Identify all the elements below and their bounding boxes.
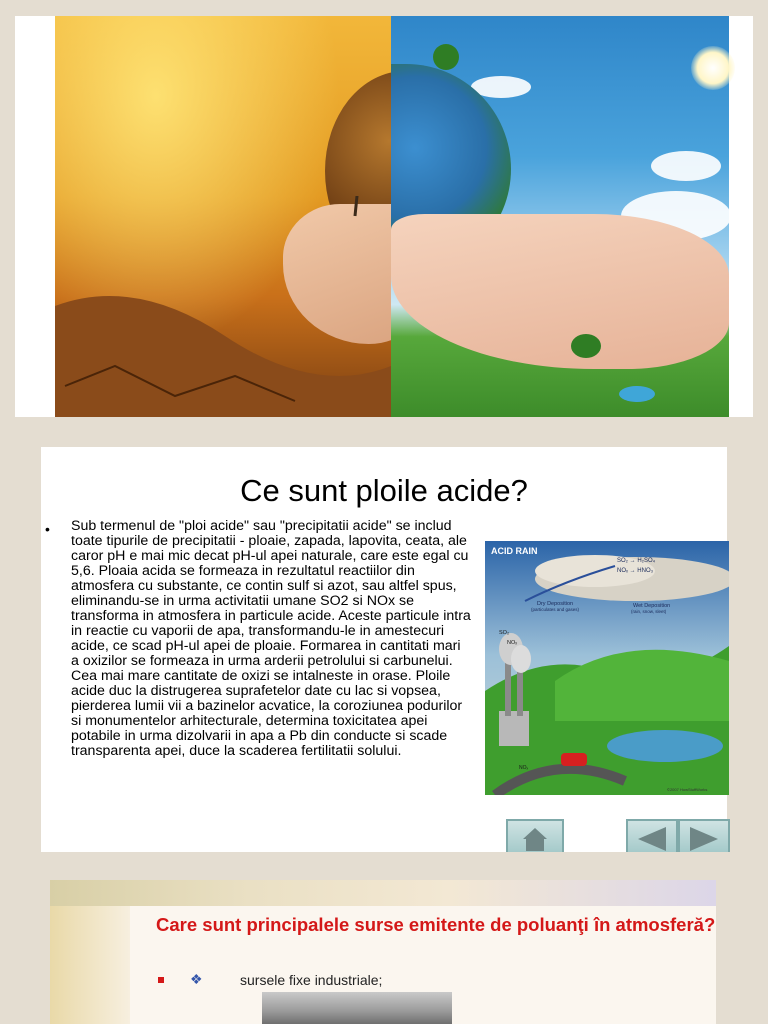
nox-label: NOₓ → HNO₃ <box>617 568 654 574</box>
cloud <box>651 151 721 181</box>
decorative-side <box>50 906 130 1024</box>
dry-deposition-label: Dry Deposition <box>537 601 574 607</box>
home-button[interactable] <box>506 819 564 852</box>
bullet-square <box>158 977 164 983</box>
slide-body-text: Sub termenul de "ploi acide" sau "precipitatii acide" se includ toate tipurile de precipitatii - ploaie, zapada, lapovita, ceata, ale caror pH e mai mic decat pH-ul apei naturale, care este egal cu 5,6. Ploaia acida se formeaza in rezultatul reactiilor din atmosfera cu substante, ce contin sulf si azot, sau altfel spus, eliminandu-se in urma activitatii umane SO2 si NOx se transforma in atmosfera in particule acide. Aceste particule intra in reactie cu vaporii de apa, transformandu-le in amestecuri acide, ce scad pH-ul apei de ploaie. Formarea in cantitati mari a oxizilor se formeaza in urma arderii petrolului si carbunelui. Cea mai mare cantitate de oxizi se intalneste in orase. Ploile acide duc la distrugerea suprafetelor date cu lac si vopsea, pierderea lumii vii a bazinelor acvatice, la coroziunea podurilor si monumentelor arhitecturale, determina toxicitatea apei potabile in urma dizolvarii in apa a Pb din conducte si scade transparenta apei, duce la scaderea fertilitatii solului. <box>71 518 471 759</box>
arrow-right-icon <box>680 821 728 852</box>
so2-label: SO₂ → H₂SO₄ <box>617 558 656 564</box>
acid-rain-diagram <box>485 541 729 795</box>
list-item: sursele fixe industriale; <box>240 972 383 988</box>
polluted-earth-image <box>55 16 391 417</box>
slide-climate-image <box>15 16 753 417</box>
bullet-diamond: ❖ <box>190 971 203 987</box>
decorative-banner <box>50 880 716 906</box>
nox-source-label: NOₓ <box>507 640 518 646</box>
slide-pollution-sources <box>50 880 716 1024</box>
sun <box>691 46 735 90</box>
pond <box>619 386 655 402</box>
cracked-land <box>55 196 391 417</box>
previous-slide-button[interactable] <box>626 819 678 852</box>
diagram-copyright: ©2007 HowStuffWorks <box>667 787 708 792</box>
slide-title: Ce sunt ploile acide? <box>240 473 528 508</box>
green-earth-image <box>391 16 729 417</box>
car-nox-label: NOₓ <box>519 765 529 771</box>
tree <box>433 44 459 70</box>
so2-source-label: SO₂ <box>499 630 510 636</box>
slide-acid-rain <box>15 447 753 852</box>
wet-deposition-label: Wet Deposition <box>633 603 671 609</box>
home-icon <box>508 821 562 852</box>
tree <box>571 334 601 358</box>
right-hand <box>391 214 729 369</box>
slide-title: Care sunt principalele surse emitente de poluanţi în atmosferă? <box>156 914 716 935</box>
arrow-left-icon <box>628 821 676 852</box>
diagram-title: ACID RAIN <box>491 546 538 556</box>
smoke-photo <box>262 992 452 1024</box>
bullet: • <box>45 521 50 537</box>
dry-deposition-sub: (particulates and gases) <box>531 607 580 612</box>
wet-deposition-sub: (rain, snow, sleet) <box>631 609 667 614</box>
next-slide-button[interactable] <box>678 819 730 852</box>
